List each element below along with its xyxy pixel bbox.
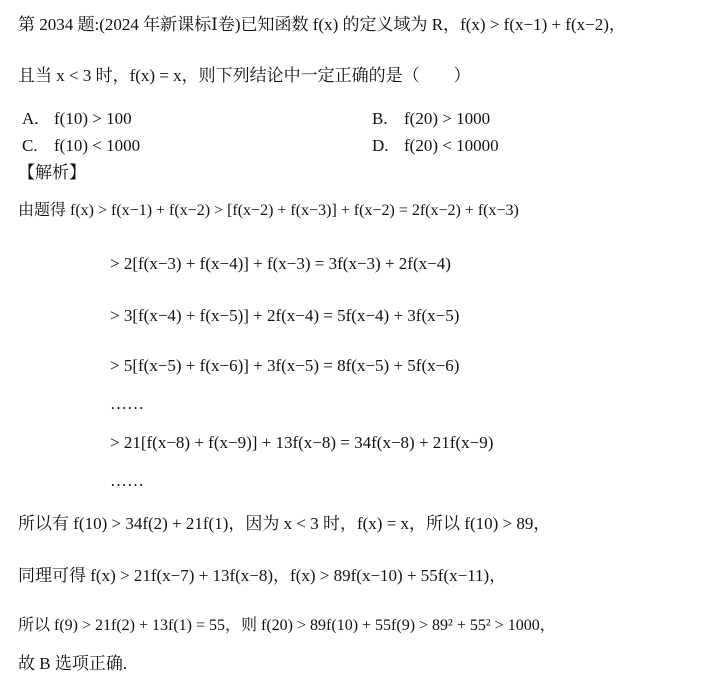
conclusion-line-3: 所以 f(9) > 21f(2) + 13f(1) = 55，则 f(20) > 89f(10) + 55f(9) > 89² + 55² > 1000， — [18, 617, 556, 634]
option-c-letter: C. — [22, 136, 38, 155]
derivation-ellipsis-2: …… — [110, 471, 144, 490]
conclusion-line-1: 所以有 f(10) > 34f(2) + 21f(1)，因为 x < 3 时，f(x) = x，所以 f(10) > 89， — [18, 514, 551, 533]
option-b-letter: B. — [372, 109, 388, 128]
derivation-line-1: 由题得 f(x) > f(x−1) + f(x−2) > [f(x−2) + f(x−3)] + f(x−2) = 2f(x−2) + f(x−3) — [18, 202, 519, 219]
problem-statement-line-1: 第 2034 题:(2024 年新课标Ⅰ卷)已知函数 f(x) 的定义域为 R，f(x) > f(x−1) + f(x−2)， — [18, 15, 626, 34]
derivation-line-5: > 21[f(x−8) + f(x−9)] + 13f(x−8) = 34f(x−8) + 21f(x−9) — [110, 433, 494, 452]
problem-statement-line-2: 且当 x < 3 时，f(x) = x，则下列结论中一定正确的是（ ） — [18, 66, 471, 85]
derivation-ellipsis-1: …… — [110, 394, 144, 413]
option-c — [22, 134, 140, 158]
derivation-line-2: > 2[f(x−3) + f(x−4)] + f(x−3) = 3f(x−3) + 2f(x−4) — [110, 254, 451, 273]
conclusion-line-2: 同理可得 f(x) > 21f(x−7) + 13f(x−8)，f(x) > 89f(x−10) + 55f(x−11)， — [18, 566, 507, 585]
option-d — [372, 134, 499, 158]
solution-heading: 【解析】 — [18, 163, 86, 183]
option-d-text: f(20) < 10000 — [404, 136, 499, 155]
option-b-text: f(20) > 1000 — [404, 109, 491, 128]
option-a-text: f(10) > 100 — [54, 109, 132, 128]
option-d-letter: D. — [372, 136, 389, 155]
option-c-text: f(10) < 1000 — [54, 136, 141, 155]
option-b — [372, 107, 490, 131]
derivation-line-4: > 5[f(x−5) + f(x−6)] + 3f(x−5) = 8f(x−5) + 5f(x−6) — [110, 356, 460, 375]
option-a — [22, 107, 132, 131]
derivation-line-3: > 3[f(x−4) + f(x−5)] + 2f(x−4) = 5f(x−4) + 3f(x−5) — [110, 306, 460, 325]
conclusion-line-4: 故 B 选项正确. — [18, 654, 128, 673]
option-a-letter: A. — [22, 109, 39, 128]
